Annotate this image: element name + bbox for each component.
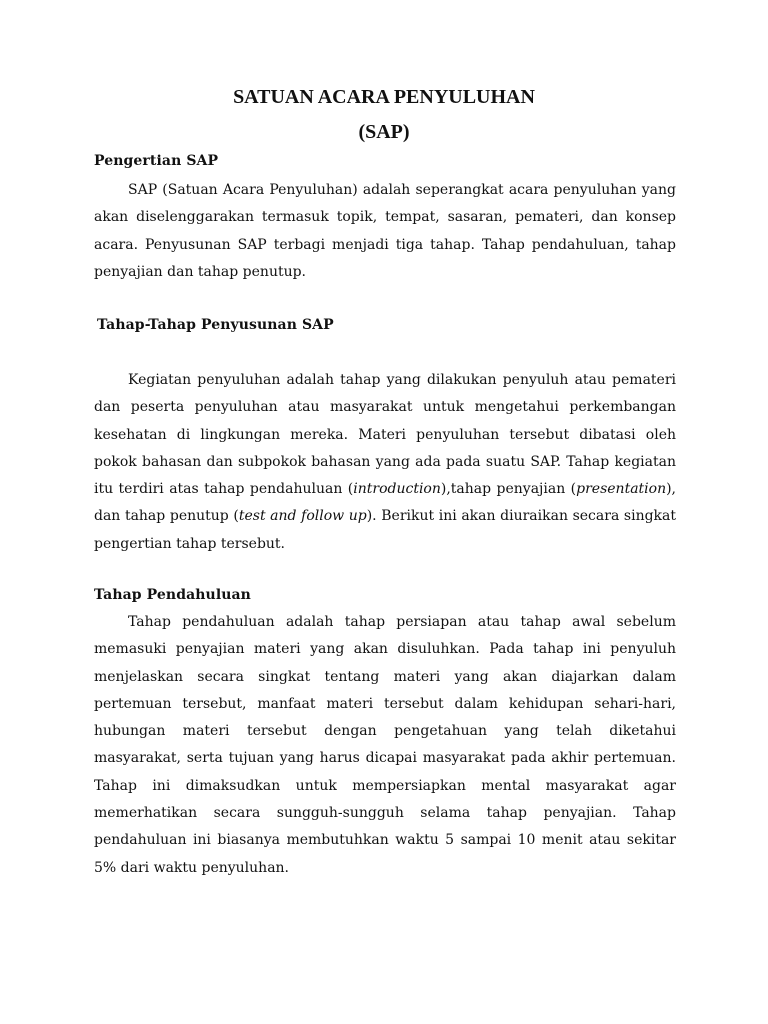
italic-term: presentation	[576, 481, 667, 498]
paragraph-text: ), dan tahap penutup (	[94, 481, 677, 525]
italic-term: introduction	[353, 481, 441, 498]
section-paragraph-tahap-tahap	[94, 367, 676, 558]
section-heading-pendahuluan: Tahap Pendahuluan	[94, 587, 251, 603]
italic-term: test and follow up	[238, 508, 367, 525]
paragraph-text: ),tahap penyajian (	[440, 481, 577, 498]
document-subtitle: (SAP)	[358, 121, 410, 143]
paragraph-text: Kegiatan penyuluhan adalah tahap yang dilakukan penyuluh atau pemateri dan peserta penyuluhan atau masyarakat untuk mengetahui perkembangan kesehatan di lingkungan mereka. Materi penyuluhan tersebut dibatasi oleh pokok bahasan dan subpokok bahasan yang ada pada suatu SAP. Tahap kegiatan itu terdiri atas tahap pendahuluan (	[94, 372, 676, 498]
section-heading-pengertian: Pengertian SAP	[94, 153, 219, 169]
section-heading-tahap-tahap: Tahap-Tahap Penyusunan SAP	[97, 317, 334, 333]
section-paragraph-pendahuluan: Tahap pendahuluan adalah tahap persiapan atau tahap awal sebelum memasuki penyajian materi yang akan disuluhkan. Pada tahap ini penyuluh menjelaskan secara singkat tentang materi yang akan diajarkan dalam pertemuan tersebut, manfaat materi tersebut dalam kehidupan sehari-hari, hubungan materi tersebut dengan pengetahuan yang telah diketahui masyarakat, serta tujuan yang harus dicapai masyarakat pada akhir pertemuan. Tahap ini dimaksudkan untuk mempersiapkan mental masyarakat agar memerhatikan secara sungguh-sungguh selama tahap penyajian. Tahap pendahuluan ini biasanya membutuhkan waktu 5 sampai 10 menit atau sekitar 5% dari waktu penyuluhan.	[94, 614, 676, 876]
document-title: SATUAN ACARA PENYULUHAN	[233, 86, 535, 108]
paragraph-text: ). Berikut ini akan diuraikan secara singkat pengertian tahap tersebut.	[94, 508, 677, 552]
section-paragraph-pengertian: SAP (Satuan Acara Penyuluhan) adalah seperangkat acara penyuluhan yang akan diselenggarakan termasuk topik, tempat, sasaran, pemateri, dan konsep acara. Penyusunan SAP terbagi menjadi tiga tahap. Tahap pendahuluan, tahap penyajian dan tahap penutup.	[94, 182, 676, 280]
